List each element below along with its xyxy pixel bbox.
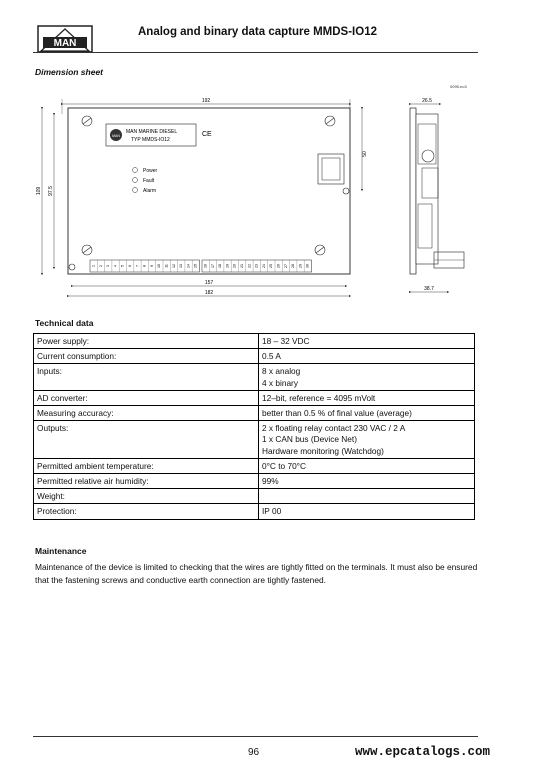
spec-value <box>259 406 475 421</box>
spec-value-line: IP 00 <box>262 506 282 517</box>
table-row <box>34 474 475 489</box>
terminal-number: 12 <box>171 264 176 268</box>
spec-value-line: 0°C to 70°C <box>262 460 306 471</box>
dim-width-inner: 157 <box>204 280 214 286</box>
spec-value <box>259 504 475 519</box>
terminal-number: 9 <box>149 265 154 267</box>
terminal-number: 5 <box>120 265 125 267</box>
spec-label: Measuring accuracy: <box>34 406 259 421</box>
spec-value-line: 12–bit, reference = 4095 mVolt <box>262 392 376 403</box>
terminal-number: 24 <box>261 264 266 268</box>
terminal-number: 6 <box>128 265 132 267</box>
svg-text:Power: Power <box>143 168 158 174</box>
spec-value-line: 18 – 32 VDC <box>262 336 310 346</box>
spec-value <box>259 458 475 473</box>
spec-value-line: Hardware monitoring (Watchdog) <box>262 445 384 456</box>
spec-value-line: 4 x binary <box>262 377 298 388</box>
technical-data-table <box>33 333 475 520</box>
terminal-number: 3 <box>106 265 111 267</box>
terminal-number: 15 <box>193 264 198 268</box>
terminal-number: 16 <box>203 264 208 268</box>
spec-value <box>259 474 475 489</box>
drawing-code: 0095.eo3 <box>450 84 467 89</box>
terminal-number: 20 <box>232 264 237 268</box>
page-number: 96 <box>248 747 260 758</box>
table-row <box>34 390 475 405</box>
spec-label: Permitted relative air humidity: <box>34 474 259 489</box>
svg-text:Fault: Fault <box>143 178 155 184</box>
terminal-number: 21 <box>240 264 244 268</box>
table-row <box>34 334 475 349</box>
terminal-number: 25 <box>269 264 274 268</box>
spec-value <box>259 349 475 364</box>
dim-height-inner: 97.5 <box>48 186 54 196</box>
table-row <box>34 458 475 473</box>
spec-value-line: 8 x analog <box>262 366 301 377</box>
spec-value <box>259 334 475 349</box>
terminal-number: 28 <box>291 264 296 268</box>
dim-side-bottom: 38.7 <box>424 286 434 292</box>
page-title: Analog and binary data capture MMDS-IO12 <box>138 26 377 38</box>
terminal-number: 30 <box>305 264 310 268</box>
terminal-strip-right <box>202 260 312 272</box>
spec-value-line: 99% <box>262 476 279 487</box>
terminal-number: 29 <box>298 264 303 268</box>
spec-value-line: 1 x CAN bus (Device Net) <box>262 434 357 445</box>
terminal-number: 27 <box>283 264 288 268</box>
ce-mark: CE <box>202 131 212 138</box>
label-line1: MAN MARINE DIESEL <box>126 129 178 135</box>
spec-value-line <box>262 491 471 502</box>
spec-label: Current consumption: <box>34 349 259 364</box>
terminal-number: 19 <box>225 264 230 268</box>
terminal-number: 11 <box>164 264 169 268</box>
table-row <box>34 489 475 504</box>
spec-label: AD converter: <box>34 390 259 405</box>
spec-label: Power supply: <box>34 334 259 349</box>
terminal-number: 17 <box>210 264 215 268</box>
table-row <box>34 504 475 519</box>
dimension-drawing <box>30 84 500 302</box>
terminal-number: 2 <box>98 265 103 267</box>
spec-value <box>259 364 475 390</box>
spec-label: Weight: <box>34 489 259 504</box>
spec-label: Inputs: <box>34 364 259 390</box>
terminal-number: 10 <box>157 264 162 268</box>
dimension-sheet-title: Dimension sheet <box>35 67 104 77</box>
label-line2: TYP MMDS-IO12 <box>131 137 170 143</box>
dim-side-top: 26.5 <box>422 98 432 104</box>
man-logo <box>37 25 93 53</box>
dim-height-total: 109 <box>36 186 42 196</box>
dim-height-50: 50 <box>362 151 368 157</box>
spec-value <box>259 421 475 459</box>
spec-value-line: 2 x floating relay contact 230 VAC / 2 A <box>262 423 406 434</box>
table-row <box>34 406 475 421</box>
terminal-number: 14 <box>186 264 191 268</box>
terminal-number: 26 <box>276 264 281 268</box>
svg-text:MAN: MAN <box>112 134 120 138</box>
terminal-number: 7 <box>135 265 140 267</box>
terminal-number: 1 <box>91 265 96 267</box>
spec-label: Permitted ambient temperature: <box>34 458 259 473</box>
svg-text:Alarm: Alarm <box>143 188 157 194</box>
table-row <box>34 421 475 459</box>
spec-label: Outputs: <box>34 421 259 459</box>
spec-label: Protection: <box>34 504 259 519</box>
terminal-number: 18 <box>218 264 223 268</box>
terminal-number: 8 <box>142 265 147 267</box>
header-divider <box>33 52 478 53</box>
spec-value <box>259 489 475 504</box>
terminal-number: 13 <box>179 264 184 268</box>
spec-value-line: better than 0.5 % of final value (average) <box>262 408 412 419</box>
spec-value <box>259 390 475 405</box>
table-row <box>34 349 475 364</box>
dim-width-outer: 182 <box>204 290 214 296</box>
watermark-text: www.epcatalogs.com <box>355 745 491 759</box>
spec-value-line: 0.5 A <box>262 351 281 362</box>
table-row <box>34 364 475 390</box>
footer-divider <box>33 736 478 737</box>
terminal-number: 4 <box>113 265 118 267</box>
maintenance-title: Maintenance <box>35 546 87 556</box>
technical-data-title: Technical data <box>35 318 94 328</box>
terminal-number: 22 <box>247 264 252 268</box>
svg-text:MAN: MAN <box>53 38 77 49</box>
dim-width-top: 192 <box>201 98 211 104</box>
terminal-strip-left <box>90 260 200 272</box>
terminal-number: 23 <box>254 264 259 268</box>
maintenance-text: Maintenance of the device is limited to checking that the wires are tightly fitted on the terminals. It must also be ensured that the fastening screws and conductive earth connection are tightly fastened. <box>35 562 478 585</box>
